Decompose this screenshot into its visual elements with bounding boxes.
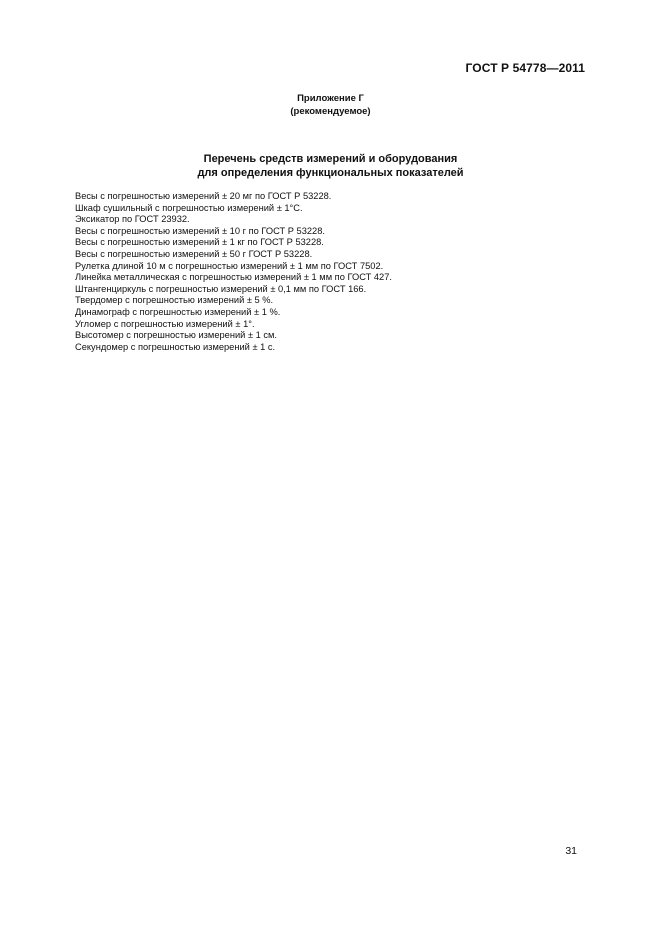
equipment-item: Динамограф с погрешностью измерений ± 1 %. [75, 306, 281, 317]
equipment-item: Секундомер с погрешностью измерений ± 1 с. [75, 341, 276, 352]
document-standard-code: ГОСТ Р 54778—2011 [465, 61, 585, 75]
equipment-item: Шкаф сушильный с погрешностью измерений ± 1°С. [75, 202, 303, 213]
equipment-item: Штангенциркуль с погрешностью измерений ± 0,1 мм по ГОСТ 166. [75, 283, 367, 294]
equipment-item: Весы с погрешностью измерений ± 50 г ГОСТ Р 53228. [75, 248, 313, 259]
equipment-item: Весы с погрешностью измерений ± 1 кг по ГОСТ Р 53228. [75, 237, 324, 248]
equipment-item: Угломер с погрешностью измерений ± 1°. [75, 318, 255, 329]
equipment-item: Весы с погрешностью измерений ± 20 мг по ГОСТ Р 53228. [75, 191, 332, 201]
equipment-item: Рулетка длиной 10 м с погрешностью измерений ± 1 мм по ГОСТ 7502. [75, 260, 384, 271]
annex-heading [0, 92, 661, 118]
equipment-item: Эксикатор по ГОСТ 23932. [75, 214, 190, 225]
section-title-line-2: для определения функциональных показателей [197, 167, 464, 179]
section-title-line-1: Перечень средств измерений и оборудования [203, 153, 458, 165]
page-number: 31 [565, 845, 577, 857]
section-title [0, 152, 661, 180]
equipment-item: Весы с погрешностью измерений ± 10 г по ГОСТ Р 53228. [75, 225, 325, 236]
equipment-list [75, 191, 595, 353]
equipment-item: Твердомер с погрешностью измерений ± 5 %. [75, 295, 274, 306]
annex-label: Приложение Г [297, 93, 364, 104]
annex-status: (рекомендуемое) [290, 106, 371, 117]
equipment-item: Высотомер с погрешностью измерений ± 1 см. [75, 330, 278, 341]
equipment-item: Линейка металлическая с погрешностью измерений ± 1 мм по ГОСТ 427. [75, 272, 392, 283]
